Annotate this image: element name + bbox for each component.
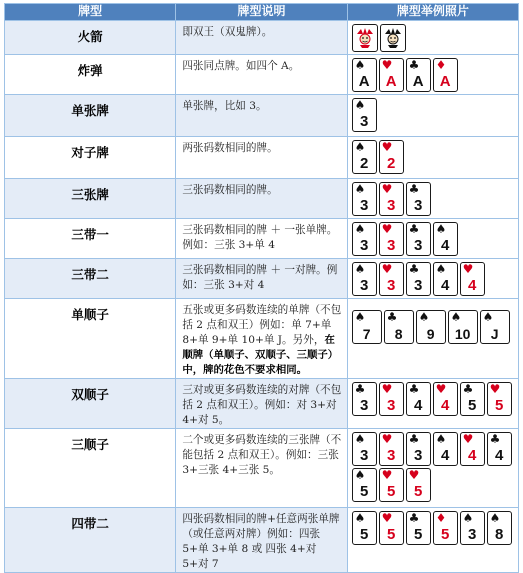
suit-icon: ♠: [354, 140, 366, 154]
playing-card: [379, 382, 404, 416]
table-header-row: [5, 4, 519, 21]
card-rank: 3: [359, 277, 369, 294]
card-rank: A: [412, 73, 424, 90]
suit-icon: ♥: [381, 140, 393, 154]
suit-icon: ♦: [435, 511, 447, 525]
card-example-group: [352, 511, 518, 547]
header-example-photos: 牌型举例照片: [347, 4, 518, 21]
description-text: 单张牌，比如 3。: [182, 100, 267, 112]
playing-card: [379, 58, 404, 92]
playing-card: [352, 98, 377, 132]
card-rank: 3: [413, 237, 423, 254]
card-rank: 3: [413, 277, 423, 294]
card-rank: 3: [386, 237, 396, 254]
table-row: [5, 95, 519, 137]
description-text: 即双王（双鬼牌）。: [182, 26, 273, 38]
card-example-cell: [347, 179, 518, 219]
suit-icon: ♣: [489, 432, 501, 446]
description-text: 二个或更多码数连续的三张牌（不能包括 2 点和双王）。例如：三张 3+三张 4+三张 5。: [182, 434, 342, 476]
card-type-description: [176, 179, 347, 219]
suit-icon: ♥: [462, 262, 474, 276]
card-rank: 3: [359, 197, 369, 214]
suit-icon: ♠: [354, 182, 366, 196]
card-example-group: [352, 262, 518, 298]
card-example-cell: [347, 137, 518, 179]
card-type-description: [176, 55, 347, 95]
card-rank: 4: [440, 397, 450, 414]
card-rank: 3: [359, 237, 369, 254]
card-type-table: [4, 3, 519, 573]
card-type-description: [176, 95, 347, 137]
card-type-name: 四带二: [5, 508, 176, 573]
suit-icon: ♥: [381, 511, 393, 525]
table-row: [5, 179, 519, 219]
card-type-description: [176, 137, 347, 179]
playing-card: [379, 432, 404, 466]
header-type: 牌型: [5, 4, 176, 21]
card-type-description: [176, 259, 347, 299]
card-rank: 4: [440, 277, 450, 294]
suit-icon: ♣: [408, 222, 420, 236]
suit-icon: ♣: [462, 382, 474, 396]
card-rank: 3: [359, 113, 369, 130]
suit-icon: ♥: [381, 432, 393, 446]
suit-icon: ♠: [435, 432, 447, 446]
playing-card: [379, 468, 404, 502]
card-example-group: [352, 24, 518, 54]
suit-icon: ♥: [435, 382, 447, 396]
playing-card: [460, 262, 485, 296]
playing-card: [460, 382, 485, 416]
card-type-description: [176, 429, 347, 508]
description-text: 五张或更多码数连续的单牌（不包括 2 点和双王）例如：单 7+单 8+单 9+单 10+单 J。另外，: [182, 304, 342, 346]
card-rank: 3: [386, 277, 396, 294]
playing-card: [379, 222, 404, 256]
card-rank: A: [385, 73, 397, 90]
playing-card: [406, 511, 431, 545]
suit-icon: ♣: [408, 382, 420, 396]
black-joker-card: [380, 24, 406, 52]
suit-icon: ♠: [354, 511, 366, 525]
card-example-cell: [347, 219, 518, 259]
suit-icon: ♠: [482, 310, 494, 324]
suit-icon: ♥: [381, 382, 393, 396]
card-rank: 3: [386, 447, 396, 464]
playing-card: [433, 58, 458, 92]
card-type-name: 三带一: [5, 219, 176, 259]
playing-card: [487, 511, 512, 545]
playing-card: [352, 222, 377, 256]
playing-card: [352, 310, 382, 344]
playing-card: [433, 432, 458, 466]
table-row: [5, 21, 519, 55]
suit-icon: ♥: [381, 58, 393, 72]
suit-icon: ♠: [354, 58, 366, 72]
card-rank: 3: [359, 447, 369, 464]
playing-card: [384, 310, 414, 344]
playing-card: [433, 222, 458, 256]
suit-icon: ♠: [450, 310, 462, 324]
card-rank: 5: [413, 526, 423, 543]
card-type-name: 三带二: [5, 259, 176, 299]
card-example-cell: [347, 379, 518, 429]
card-type-name: 单张牌: [5, 95, 176, 137]
suit-icon: ♥: [381, 468, 393, 482]
suit-icon: ♠: [354, 222, 366, 236]
card-rank: 5: [494, 397, 504, 414]
card-type-name: 火箭: [5, 21, 176, 55]
card-type-name: 三顺子: [5, 429, 176, 508]
playing-card: [433, 262, 458, 296]
description-text: 三张码数相同的牌 ＋ 一对牌。例如：三张 3+对 4: [182, 264, 338, 291]
table-row: [5, 508, 519, 573]
suit-icon: ♣: [408, 58, 420, 72]
playing-card: [352, 262, 377, 296]
playing-card: [487, 382, 512, 416]
table-row: [5, 299, 519, 379]
suit-icon: ♥: [381, 182, 393, 196]
card-example-cell: [347, 21, 518, 55]
table-row: [5, 137, 519, 179]
suit-icon: ♠: [435, 262, 447, 276]
suit-icon: ♠: [354, 262, 366, 276]
card-rank: A: [358, 73, 370, 90]
playing-card: [406, 262, 431, 296]
playing-card: [352, 182, 377, 216]
table-row: [5, 219, 519, 259]
card-rank: A: [439, 73, 451, 90]
playing-card: [352, 382, 377, 416]
card-rank: 3: [386, 397, 396, 414]
suit-icon: ♠: [435, 222, 447, 236]
suit-icon: ♠: [354, 310, 366, 324]
suit-icon: ♠: [489, 511, 501, 525]
card-rank: 5: [386, 483, 396, 500]
playing-card: [352, 140, 377, 174]
description-text: 三对或更多码数连续的对牌（不包括 2 点和双王）。例如：对 3+对 4+对 5。: [182, 384, 342, 426]
suit-icon: ♠: [462, 511, 474, 525]
playing-card: [460, 511, 485, 545]
suit-icon: ♥: [381, 222, 393, 236]
card-rank: 5: [386, 526, 396, 543]
card-rank: 5: [413, 483, 423, 500]
suit-icon: ♥: [462, 432, 474, 446]
playing-card: [406, 382, 431, 416]
card-rank: 9: [426, 326, 435, 342]
card-rank: 3: [413, 447, 423, 464]
playing-card: [406, 468, 431, 502]
card-type-description: [176, 508, 347, 573]
suit-icon: ♥: [381, 262, 393, 276]
card-type-description: [176, 299, 347, 379]
card-rank: 5: [359, 526, 369, 543]
playing-card: [487, 432, 512, 466]
card-example-group: [352, 222, 518, 258]
description-text: 三张码数相同的牌 ＋ 一张单牌。例如：三张 3+单 4: [182, 224, 338, 251]
playing-card: [433, 511, 458, 545]
card-type-description: [176, 219, 347, 259]
card-type-description: [176, 21, 347, 55]
card-rank: 8: [494, 526, 504, 543]
joker-icon: [356, 28, 374, 48]
playing-card: [379, 140, 404, 174]
suit-icon: ♣: [408, 432, 420, 446]
card-example-group: [352, 140, 518, 176]
card-example-cell: [347, 259, 518, 299]
playing-card: [448, 310, 478, 344]
suit-icon: ♠: [354, 432, 366, 446]
card-rank: 8: [394, 326, 403, 342]
card-rank: 4: [467, 277, 477, 294]
card-rank: 4: [440, 447, 450, 464]
suit-icon: ♣: [408, 262, 420, 276]
joker-icon: [384, 28, 402, 48]
card-rank: 5: [359, 483, 369, 500]
card-rank: 3: [413, 197, 423, 214]
card-type-name: 对子牌: [5, 137, 176, 179]
card-type-name: 双顺子: [5, 379, 176, 429]
card-example-group: [352, 58, 518, 94]
playing-card: [379, 511, 404, 545]
card-example-group: [352, 98, 518, 134]
card-example-cell: [347, 508, 518, 573]
description-text: 四张同点牌。如四个 A。: [182, 60, 300, 72]
card-rank: 4: [440, 237, 450, 254]
card-type-description: [176, 379, 347, 429]
card-rank: 5: [467, 397, 477, 414]
description-text: 两张码数相同的牌。: [182, 142, 278, 154]
card-rank: 4: [494, 447, 504, 464]
card-type-name: 炸弹: [5, 55, 176, 95]
playing-card: [352, 58, 377, 92]
header-description: 牌型说明: [176, 4, 347, 21]
table-row: [5, 259, 519, 299]
card-type-name: 单顺子: [5, 299, 176, 379]
card-rank: 2: [386, 155, 396, 172]
card-rank: 3: [386, 197, 396, 214]
card-rank: J: [490, 326, 499, 342]
suit-icon: ♦: [435, 58, 447, 72]
playing-card: [406, 222, 431, 256]
description-text: 三张码数相同的牌。: [182, 184, 278, 196]
card-rank: 4: [467, 447, 477, 464]
card-rank: 4: [413, 397, 423, 414]
card-rank: 2: [359, 155, 369, 172]
suit-icon: ♠: [354, 468, 366, 482]
suit-icon: ♠: [418, 310, 430, 324]
playing-card: [352, 511, 377, 545]
card-rank: 7: [362, 326, 371, 342]
description-text: 四张码数相同的牌+任意两张单牌（或任意两对牌）例如：四张 5+单 3+单 8 或 四张 4+对 5+对 7: [182, 513, 340, 570]
card-example-cell: [347, 429, 518, 508]
suit-icon: ♣: [408, 511, 420, 525]
playing-card: [379, 182, 404, 216]
red-joker-card: [352, 24, 378, 52]
playing-card: [352, 468, 377, 502]
table-row: [5, 429, 519, 508]
card-example-cell: [347, 95, 518, 137]
playing-card: [480, 310, 510, 344]
playing-card: [352, 432, 377, 466]
table-row: [5, 379, 519, 429]
card-example-group: [352, 382, 518, 418]
suit-icon: ♠: [354, 98, 366, 112]
playing-card: [379, 262, 404, 296]
suit-icon: ♣: [408, 182, 420, 196]
playing-card: [406, 58, 431, 92]
card-example-group: [352, 182, 518, 218]
card-example-cell: [347, 55, 518, 95]
description-bold-note: 在顺牌（单顺子、双顺子、三顺子）中，牌的花色不要求相同。: [182, 334, 339, 376]
card-example-group: [352, 432, 518, 504]
card-rank: 5: [440, 526, 450, 543]
playing-card: [406, 182, 431, 216]
suit-icon: ♣: [386, 310, 398, 324]
playing-card: [406, 432, 431, 466]
suit-icon: ♥: [489, 382, 501, 396]
card-rank: 3: [467, 526, 477, 543]
playing-card: [433, 382, 458, 416]
suit-icon: ♣: [354, 382, 366, 396]
card-example-cell: [347, 299, 518, 379]
card-example-group: [352, 302, 518, 346]
card-rank: 10: [454, 326, 471, 342]
suit-icon: ♥: [408, 468, 420, 482]
playing-card: [460, 432, 485, 466]
table-row: [5, 55, 519, 95]
card-rank: 3: [359, 397, 369, 414]
playing-card: [416, 310, 446, 344]
card-type-name: 三张牌: [5, 179, 176, 219]
